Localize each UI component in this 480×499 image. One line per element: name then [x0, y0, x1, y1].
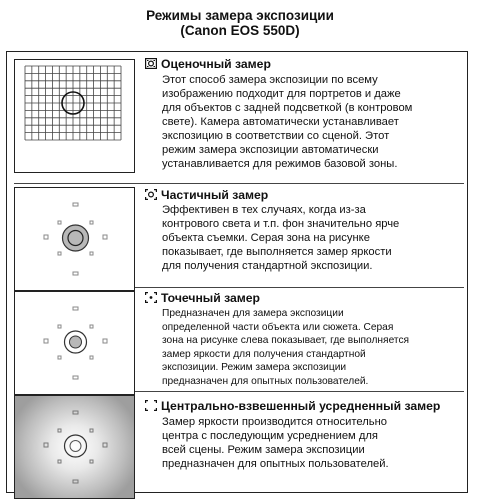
center-weighted-metering-icon [145, 400, 157, 414]
mode-name: Частичный замер [161, 188, 269, 202]
mode-title-center-weighted [145, 399, 440, 414]
mode-description-spot: Предназначен для замера экспозиции определенной части объекта или сюжета. Серая зона на рисунке слева показывает, где выполняется замер яркости для получения стандартной экспозиции. Режим замера экспозиции предназначен для опытных пользователей. [162, 308, 410, 387]
mode-description-partial: Эффективен в тех случаях, когда из-за контрового света и т.п. фон значительно ярче объекта съемки. Серая зона на рисунке показывает, где выполняется замер яркости для получения стандартной экспозиции. [162, 204, 400, 272]
page-title [0, 8, 480, 38]
mode-title-partial [145, 188, 268, 203]
mode-description-center-weighted: Замер яркости производится относительно центра с последующим усреднением для всей сцены. Режим замера экспозиции предназначен для опытных пользователей. [162, 416, 389, 470]
inner-circle [70, 441, 81, 452]
partial-metering-diagram [14, 187, 135, 291]
mode-title-evaluative [145, 57, 271, 72]
mode-name: Центрально-взвешенный усредненный замер [161, 399, 441, 413]
metering-zone-grid [25, 66, 121, 140]
spot-metering-zone [70, 336, 82, 348]
title-line-2: (Canon EOS 550D) [180, 23, 300, 38]
center-weighted-metering-diagram [14, 395, 135, 499]
spot-metering-diagram [14, 291, 135, 395]
partial-metering-zone [63, 225, 89, 251]
evaluative-metering-icon [145, 58, 157, 72]
section-divider [14, 183, 464, 184]
mode-name: Оценочный замер [161, 57, 271, 71]
mode-title-spot [145, 291, 260, 306]
partial-metering-icon [145, 189, 157, 203]
spot-metering-icon [145, 292, 157, 306]
center-circle [65, 435, 87, 457]
mode-name: Точечный замер [161, 291, 261, 305]
mode-description-evaluative: Этот способ замера экспозиции по всему изображению подходит для портретов и даже для объектов с задней подсветкой (в контровом свете). Камера автоматически устанавливает экспозицию в соответствии со сценой. Этот режим замера экспозиции автоматически устанавливается для режимов базовой зоны. [162, 74, 413, 170]
af-point-markers [44, 411, 107, 483]
evaluative-metering-diagram [14, 59, 135, 173]
title-line-1: Режимы замера экспозиции [146, 8, 334, 23]
